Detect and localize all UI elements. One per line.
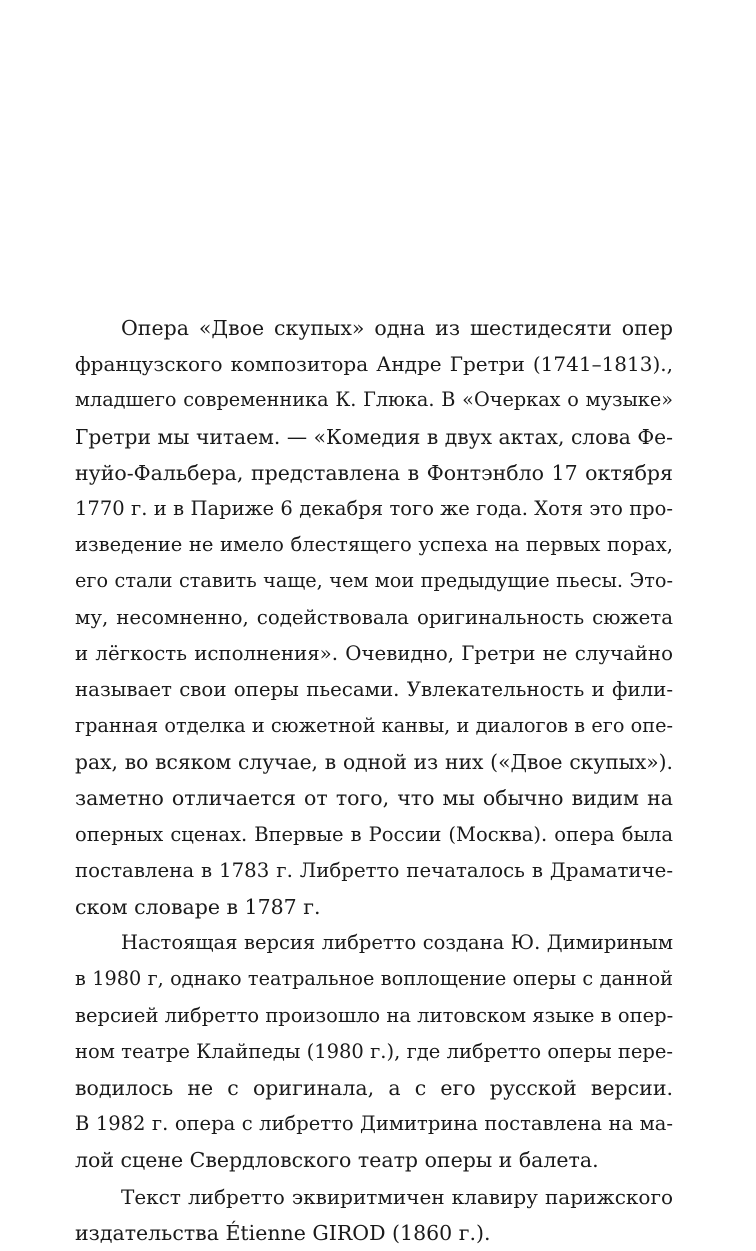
text-line: водилось не с оригинала, а с его русской версии. <box>75 1075 673 1100</box>
paragraph-2 <box>75 925 673 1178</box>
text-line: и лёгкость исполнения». Очевидно, Гретри не случайно <box>75 641 673 665</box>
text-line: 1770 г. и в Париже 6 декабря того же года. Хотя это про- <box>75 496 673 520</box>
text-line: гранная отделка и сюжетной канвы, и диалогов в его опе- <box>75 714 673 738</box>
text-line: лой сцене Свердловского театр оперы и балета. <box>75 1148 599 1173</box>
text-line: французского композитора Андре Гретри (1741–1813)., <box>75 352 673 377</box>
text-line: в 1980 г, однако театральное воплощение оперы с данной <box>75 967 673 991</box>
text-line: Опера «Двое скупых» одна из шестидесяти опер <box>121 316 673 340</box>
text-line: поставлена в 1783 г. Либретто печаталось в Драматиче- <box>75 858 673 882</box>
text-line: В 1982 г. опера с либретто Димитрина поставлена на ма- <box>75 1112 673 1136</box>
text-line: версией либретто произошло на литовском языке в опер- <box>75 1003 674 1027</box>
text-line: му, несомненно, содействовала оригинальность сюжета <box>75 605 673 629</box>
text-line: изведение не имело блестящего успеха на первых порах, <box>75 533 673 557</box>
text-line: младшего современника К. Глюка. В «Очерках о музыке» <box>75 388 673 412</box>
text-line: ском словаре в 1787 г. <box>75 895 321 919</box>
body-text <box>75 310 673 1251</box>
text-line: издательства Étienne GIROD (1860 г.). <box>75 1220 491 1245</box>
text-line: заметно отличается от того, что мы обычно видим на <box>75 786 673 811</box>
text-line: Гретри мы читаем. — «Комедия в двух актах, слова Фе- <box>75 424 673 449</box>
paragraph-3 <box>75 1179 673 1251</box>
text-line: называет свои оперы пьесами. Увлекательность и фили- <box>75 677 673 701</box>
text-line: Текст либретто эквиритмичен клавиру парижского <box>121 1184 673 1209</box>
text-line: нуйо-Фальбера, представлена в Фонтэнбло 17 октября <box>75 460 673 485</box>
text-line: Настоящая версия либретто создана Ю. Димириным <box>121 931 673 955</box>
text-line: рах, во всяком случае, в одной из них («Двое скупых»). <box>75 750 673 775</box>
text-line: ном театре Клайпеды (1980 г.), где либретто оперы пере- <box>75 1039 673 1063</box>
text-line: его стали ставить чаще, чем мои предыдущие пьесы. Это- <box>75 569 673 593</box>
paragraph-1 <box>75 310 673 925</box>
text-line: оперных сценах. Впервые в России (Москва). опера была <box>75 822 673 846</box>
